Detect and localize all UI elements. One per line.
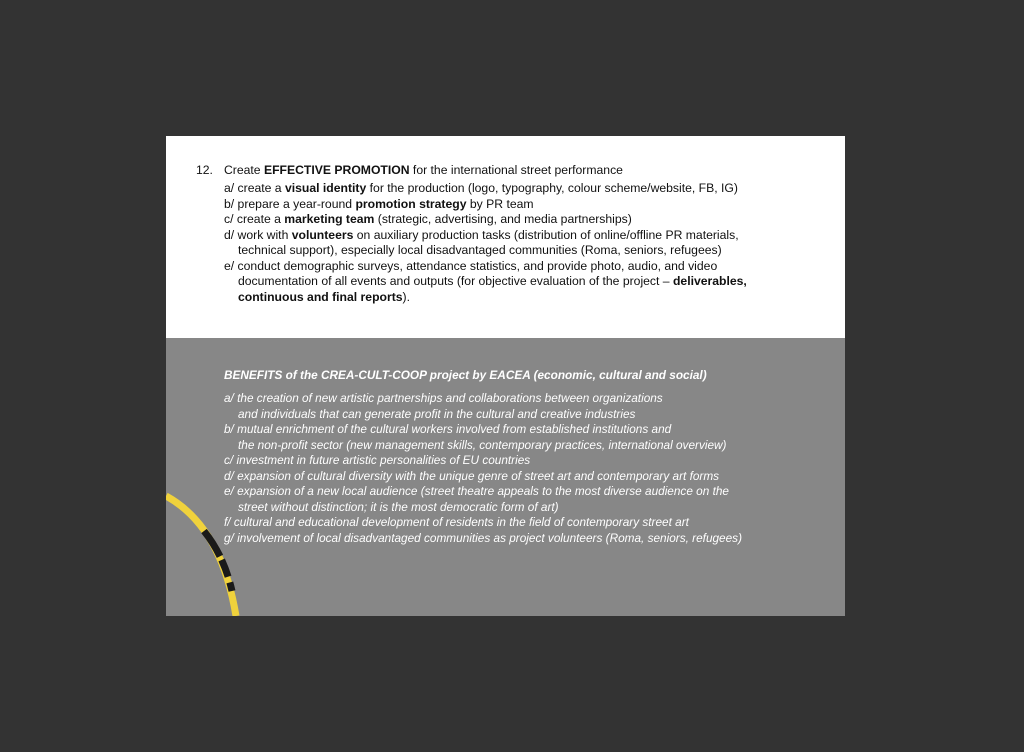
item-title: Create EFFECTIVE PROMOTION for the international street performance [224,163,623,177]
item-number: 12. [196,163,213,177]
benefit-a: a/ the creation of new artistic partnerships and collaborations between organizations [224,391,663,405]
benefit-e: e/ expansion of a new local audience (street theatre appeals to the most diverse audience on the [224,484,729,498]
benefit-a-continued: and individuals that can generate profit in the cultural and creative industries [238,406,636,421]
benefit-g: g/ involvement of local disadvantaged communities as project volunteers (Roma, seniors, refugees) [224,530,743,545]
document-page [166,136,845,616]
arc-yellow-stroke [166,496,236,616]
benefits-list [224,391,834,546]
promotion-sub-list [224,181,824,305]
benefit-b: b/ mutual enrichment of the cultural workers involved from established institutions and [224,422,672,436]
sub-item-e-continued: documentation of all events and outputs (for objective evaluation of the project – deliverables, [238,274,747,288]
promotion-section [166,136,845,338]
sub-item-d-continued: technical support), especially local disadvantaged communities (Roma, seniors, refugees) [238,243,722,257]
sub-item-a: a/ create a visual identity for the production (logo, typography, colour scheme/website, FB, IG) [224,181,738,195]
benefit-f: f/ cultural and educational development of residents in the field of contemporary street art [224,515,689,529]
benefit-e-continued: street without distinction; it is the most democratic form of art) [238,499,559,514]
sub-item-c: c/ create a marketing team (strategic, advertising, and media partnerships) [224,212,632,226]
sub-item-e-continued-2: continuous and final reports). [238,289,410,304]
benefits-section [166,338,845,616]
sub-item-e: e/ conduct demographic surveys, attendance statistics, and provide photo, audio, and video [224,258,718,273]
benefit-b-continued: the non-profit sector (new management skills, contemporary practices, international overview) [238,437,727,452]
decorative-arc [166,486,256,616]
benefit-c: c/ investment in future artistic personalities of EU countries [224,453,531,467]
sub-item-b: b/ prepare a year-round promotion strategy by PR team [224,196,534,211]
sub-item-d: d/ work with volunteers on auxiliary production tasks (distribution of online/offline PR materials, [224,227,739,242]
benefits-title: BENEFITS of the CREA-CULT-COOP project by EACEA (economic, cultural and social) [224,368,707,382]
benefit-d: d/ expansion of cultural diversity with the unique genre of street art and contemporary art forms [224,468,720,483]
